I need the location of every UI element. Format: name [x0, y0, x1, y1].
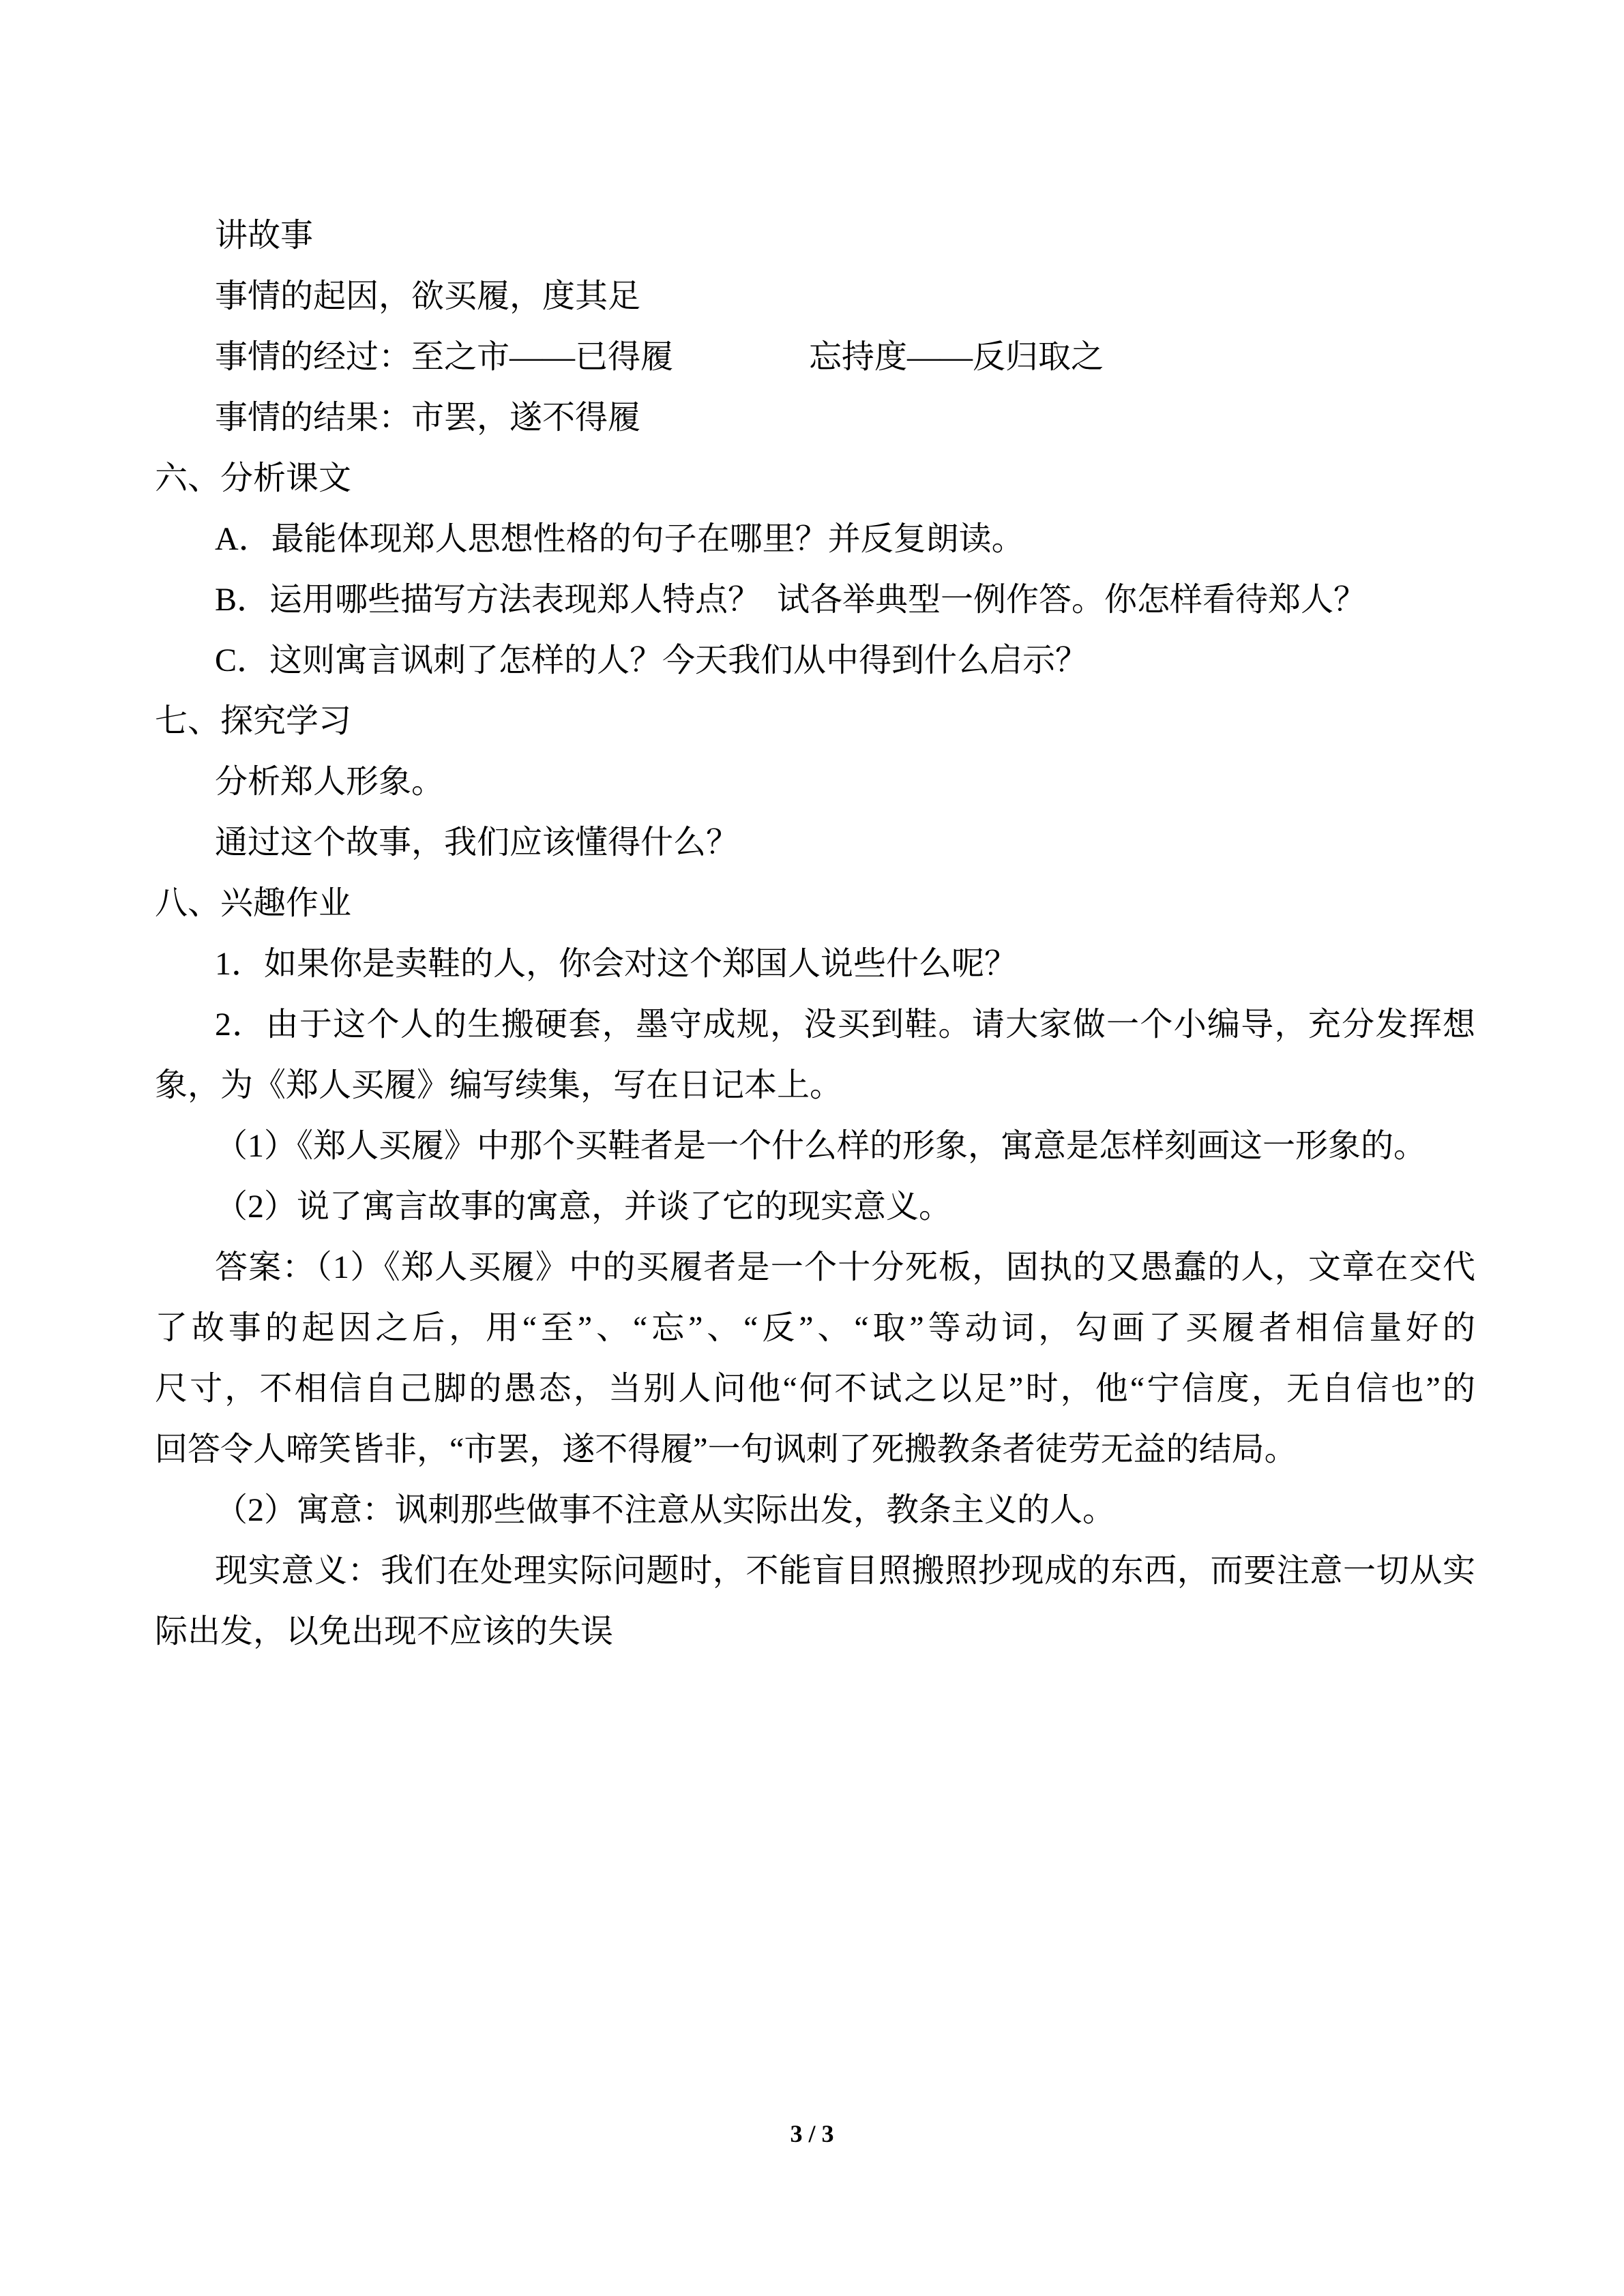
- story-process-text: 事情的经过：至之市——已得履: [215, 339, 674, 375]
- story-outline: [0, 205, 1624, 448]
- section-heading-homework: 八、兴趣作业: [155, 885, 352, 921]
- section-heading-analysis: 六、分析课文: [155, 460, 352, 496]
- section-analysis: [0, 448, 1624, 691]
- story-cause-line: 事情的起因，欲买履，度其足: [215, 278, 641, 314]
- homework-task-2-line: 象，为《郑人买履》编写续集，写在日记本上。: [155, 1067, 843, 1103]
- inquiry-item: 分析郑人形象。: [215, 764, 445, 800]
- answer-2-line: （2）寓意：讽刺那些做事不注意从实际出发，教条主义的人。: [215, 1492, 1116, 1528]
- section-heading-inquiry: 七、探究学习: [155, 703, 352, 739]
- significance-line: 际出发，以免出现不应该的失误: [155, 1613, 614, 1650]
- story-heading: 讲故事: [215, 218, 314, 254]
- page-body: [0, 205, 1624, 1662]
- answer-1-line: 了故事的起因之后，用“至”、“忘”、“反”、“取”等动词，勾画了买履者相信量好的: [155, 1310, 1475, 1346]
- homework-question-2: （2）说了寓言故事的寓意，并谈了它的现实意义。: [215, 1189, 952, 1225]
- story-process-continued-text: 忘持度——反归取之: [809, 339, 1104, 375]
- answer-1-line: 尺寸，不相信自己脚的愚态，当别人问他“何不试之以足”时，他“宁信度，无自信也”的: [155, 1371, 1475, 1407]
- story-process-line: [215, 327, 1624, 387]
- analysis-item-a: A．最能体现郑人思想性格的句子在哪里？并反复朗读。: [215, 521, 1024, 557]
- section-inquiry: [0, 691, 1624, 873]
- homework-task-1: 1．如果你是卖鞋的人，你会对这个郑国人说些什么呢？: [215, 946, 1018, 982]
- answer-1-line: 答案：（1）《郑人买履》中的买履者是一个十分死板，固执的又愚蠢的人，文章在交代: [215, 1249, 1475, 1285]
- section-homework: [0, 873, 1624, 1662]
- answer-1-line: 回答令人啼笑皆非，“市罢，遂不得履”一句讽刺了死搬教条者徒劳无益的结局。: [155, 1431, 1297, 1467]
- inquiry-item: 通过这个故事，我们应该懂得什么？: [215, 824, 739, 861]
- page-number: 3 / 3: [790, 2120, 834, 2147]
- homework-task-2-line: 2．由于这个人的生搬硬套，墨守成规，没买到鞋。请大家做一个小编导，充分发挥想: [215, 1007, 1475, 1043]
- analysis-item-c: C．这则寓言讽刺了怎样的人？今天我们从中得到什么启示？: [215, 642, 1089, 679]
- homework-question-1: （1）《郑人买履》中那个买鞋者是一个什么样的形象，寓意是怎样刻画这一形象的。: [215, 1128, 1427, 1164]
- story-result-line: 事情的结果：市罢，遂不得履: [215, 400, 641, 436]
- analysis-item-b: B．运用哪些描写方法表现郑人特点？ 试各举典型一例作答。你怎样看待郑人？: [215, 582, 1367, 618]
- significance-line: 现实意义：我们在处理实际问题时，不能盲目照搬照抄现成的东西，而要注意一切从实: [215, 1553, 1475, 1589]
